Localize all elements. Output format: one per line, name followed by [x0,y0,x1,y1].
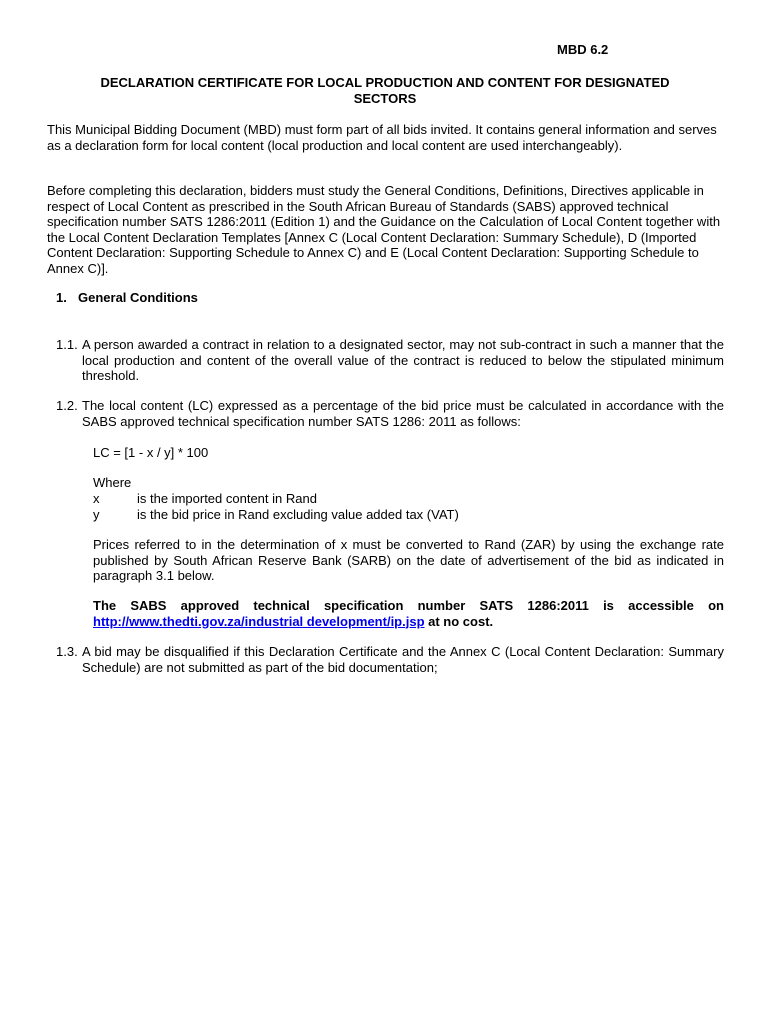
sabs-note-suffix: at no cost. [428,613,494,629]
title-line-2: SECTORS [353,91,417,106]
where-label: Where [93,475,132,490]
clause-text: A bid may be disqualified if this Declaration Certificate and the Annex C (Local Content Declaration: Summary Schedule) are not submitted as part of the bid documentation; [82,644,724,675]
variable-row [93,490,317,507]
sabs-link[interactable]: http://www.thedti.gov.za/industrial development/ip.jsp [93,613,425,629]
section-title: General Conditions [78,290,198,305]
variable-definition: is the bid price in Rand excluding value added tax (VAT) [137,506,459,522]
clause-1-1 [56,337,724,384]
variable-definition: is the imported content in Rand [137,490,317,506]
sabs-note-prefix: The SABS approved technical specification number SATS 1286:2011 is accessible on [93,598,724,613]
prices-note: Prices referred to in the determination of x must be converted to Rand (ZAR) by using the exchange rate published by South African Reserve Bank (SARB) on the date of advertisement of the bid as indicated in paragraph 3.1 below. [93,537,724,583]
clause-number: 1.1. [56,337,78,352]
clause-number: 1.3. [56,644,78,659]
clause-1-3 [56,644,724,675]
document-code: MBD 6.2 [557,42,609,57]
sabs-note [93,598,724,629]
local-content-formula: LC = [1 - x / y] * 100 [93,445,209,460]
section-number: 1. [56,290,67,305]
intro-paragraph-1: This Municipal Bidding Document (MBD) must form part of all bids invited. It contains general information and serves as a declaration form for local content (local production and local content are used interchangeably). [47,122,717,153]
section-heading [56,290,198,306]
variable-symbol: x [93,490,100,506]
clause-text: The local content (LC) expressed as a percentage of the bid price must be calculated in accordance with the SABS approved technical specification number SATS 1286: 2011 as follows: [82,398,724,429]
clause-text: A person awarded a contract in relation to a designated sector, may not sub-contract in such a manner that the local production and content of the overall value of the contract is reduced to below the stipulated minimum threshold. [82,337,724,383]
title-line-1: DECLARATION CERTIFICATE FOR LOCAL PRODUCTION AND CONTENT FOR DESIGNATED [100,75,670,90]
clause-1-2 [56,398,724,429]
variable-row [93,506,459,523]
clause-number: 1.2. [56,398,78,413]
document-title [60,75,710,107]
variable-symbol: y [93,506,100,522]
intro-paragraph-2: Before completing this declaration, bidders must study the General Conditions, Definitions, Directives applicable in respect of Local Content as prescribed in the South African Bureau of Standards (SABS) approved technical specification number SATS 1286:2011 (Edition 1) and the Guidance on the Calculation of Local Content together with the Local Content Declaration Templates [Annex C (Local Content Declaration: Summary Schedule), D (Imported Content Declaration: Supporting Schedule to Annex C) and E (Local Content Declaration: Supporting Schedule to Annex C)]. [47,183,721,276]
formula-variables [93,475,459,523]
